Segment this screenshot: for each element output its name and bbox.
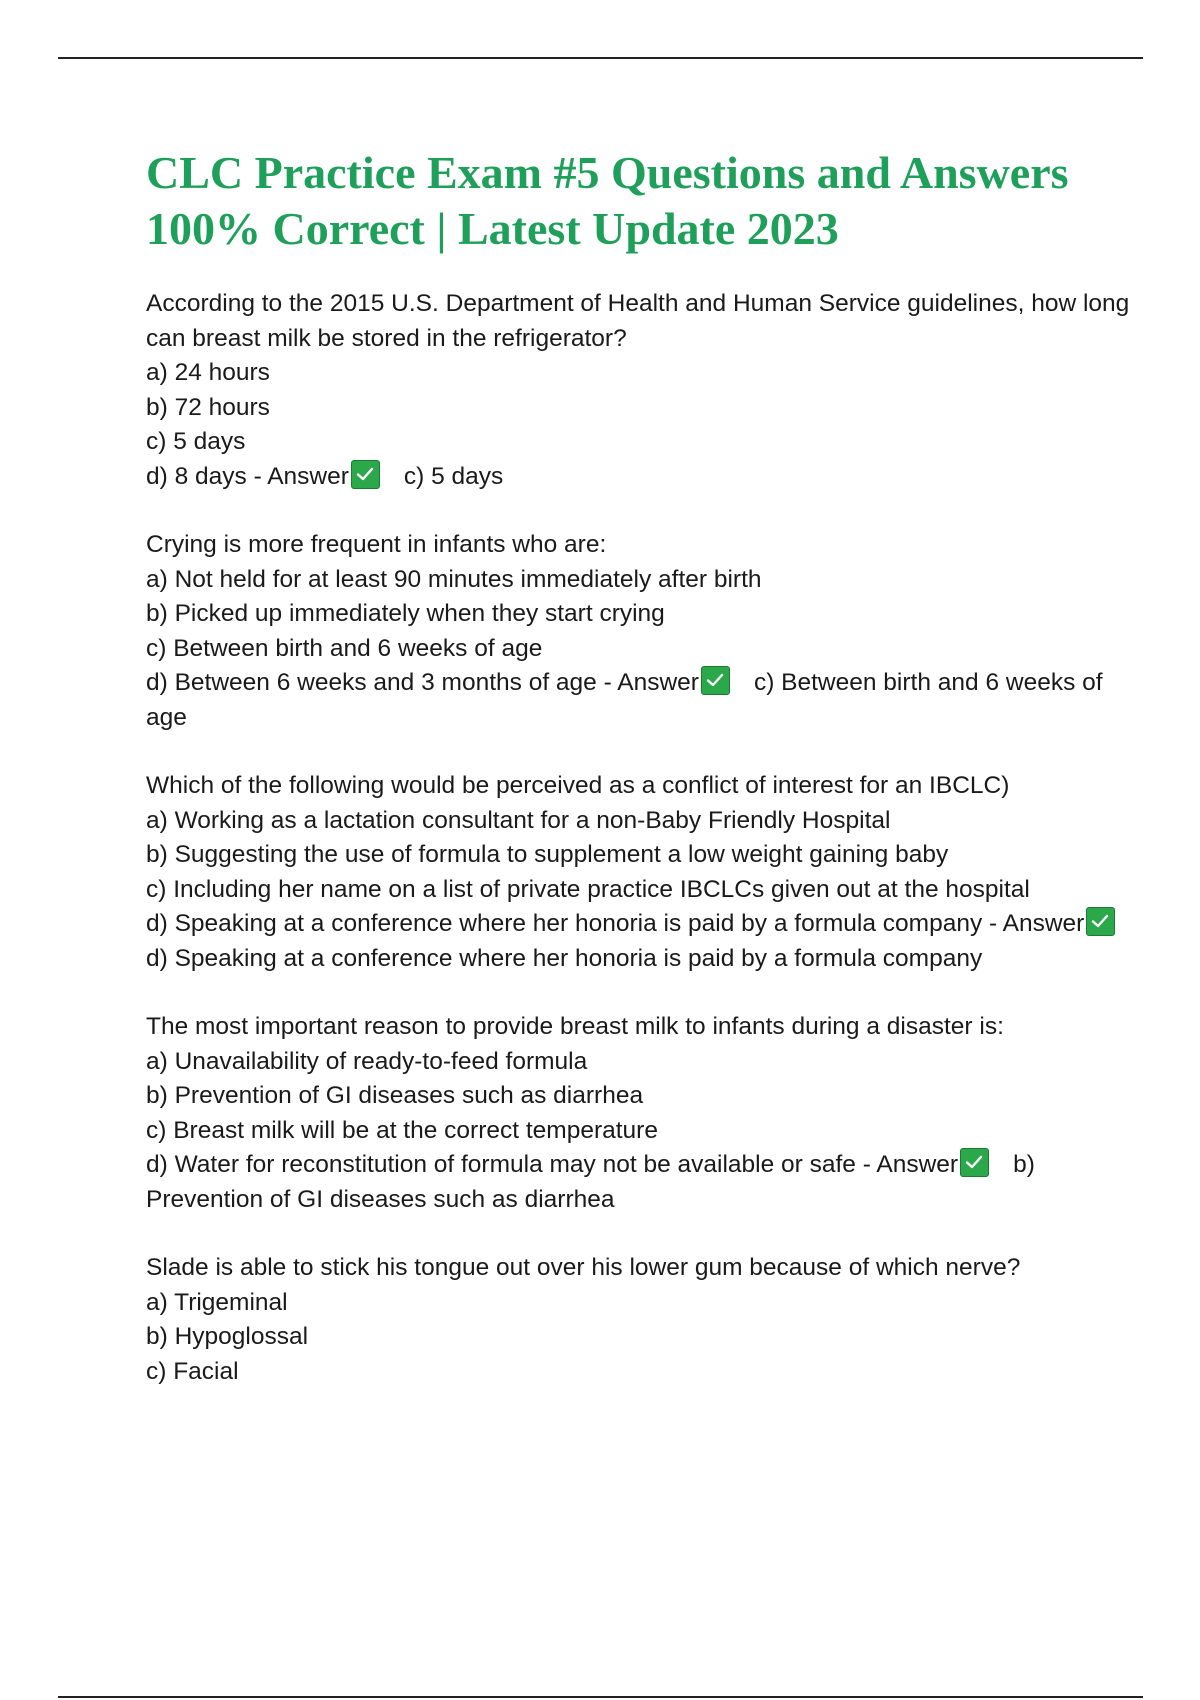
- top-rule: [58, 57, 1143, 59]
- question-text: Crying is more frequent in infants who are:: [146, 531, 607, 558]
- answer-label: Answer: [617, 669, 699, 696]
- option-b: b) Picked up immediately when they start crying: [146, 600, 665, 627]
- bottom-rule: [58, 1696, 1143, 1698]
- option-b: b) Prevention of GI diseases such as diarrhea: [146, 1082, 644, 1109]
- question-block: [146, 287, 1146, 494]
- option-d-with-answer: [146, 1148, 1146, 1217]
- question-text: Slade is able to stick his tongue out over his lower gum because of which nerve?: [146, 1254, 1021, 1281]
- document-body: [146, 145, 1146, 1423]
- answer-text: c) 5 days: [403, 462, 504, 490]
- answer-label: Answer: [267, 462, 349, 490]
- question-text: The most important reason to provide breast milk to infants during a disaster is:: [146, 1013, 1004, 1040]
- answer-text: c) Between birth and 6 weeks of age: [146, 669, 1110, 731]
- check-box-icon: [960, 1148, 989, 1177]
- option-c: c) 5 days: [146, 428, 246, 455]
- check-box-icon: [1086, 907, 1115, 936]
- answer-label: Answer: [876, 1151, 959, 1178]
- option-a: a) Unavailability of ready-to-feed formula: [146, 1047, 588, 1075]
- option-d: d) Speaking at a conference where her honoria is paid by a formula company -: [146, 910, 1003, 937]
- option-a: a) Trigeminal: [146, 1288, 288, 1316]
- option-b: b) Hypoglossal: [146, 1323, 309, 1350]
- option-c: c) Including her name on a list of private practice IBCLCs given out at the hospital: [146, 875, 1030, 903]
- answer-text: d) Speaking at a conference where her honoria is paid by a formula company: [146, 944, 983, 972]
- option-a: a) 24 hours: [146, 359, 270, 386]
- option-a: a) Working as a lactation consultant for a non-Baby Friendly Hospital: [146, 806, 891, 834]
- check-box-icon: [701, 666, 730, 695]
- question-block: [146, 769, 1146, 976]
- answer-text: b) Prevention of GI diseases such as diarrhea: [146, 1151, 1042, 1213]
- question-block: [146, 528, 1146, 735]
- option-d-with-answer: [146, 907, 1146, 976]
- question-block: [146, 1010, 1146, 1217]
- document-title: CLC Practice Exam #5 Questions and Answers 100% Correct | Latest Update 2023: [146, 147, 1069, 254]
- option-b: b) 72 hours: [146, 393, 270, 421]
- answer-label: Answer: [1002, 910, 1085, 937]
- option-a: a) Not held for at least 90 minutes immediately after birth: [146, 565, 762, 593]
- option-d: d) 8 days -: [146, 462, 268, 490]
- option-d-with-answer: [146, 460, 1146, 495]
- option-c: c) Between birth and 6 weeks of age: [146, 634, 543, 662]
- option-c: c) Breast milk will be at the correct temperature: [146, 1116, 658, 1144]
- option-c: c) Facial: [146, 1357, 239, 1385]
- option-d-with-answer: [146, 666, 1146, 735]
- check-box-icon: [351, 460, 380, 489]
- option-b: b) Suggesting the use of formula to supplement a low weight gaining baby: [146, 841, 949, 868]
- question-block: [146, 1251, 1146, 1389]
- question-text: According to the 2015 U.S. Department of Health and Human Service guidelines, how long can breast milk be stored in the refrigerator?: [146, 290, 1137, 352]
- option-d: d) Between 6 weeks and 3 months of age -: [146, 669, 618, 696]
- option-d: d) Water for reconstitution of formula may not be available or safe -: [146, 1151, 877, 1178]
- question-text: Which of the following would be perceived as a conflict of interest for an IBCLC): [146, 772, 1010, 799]
